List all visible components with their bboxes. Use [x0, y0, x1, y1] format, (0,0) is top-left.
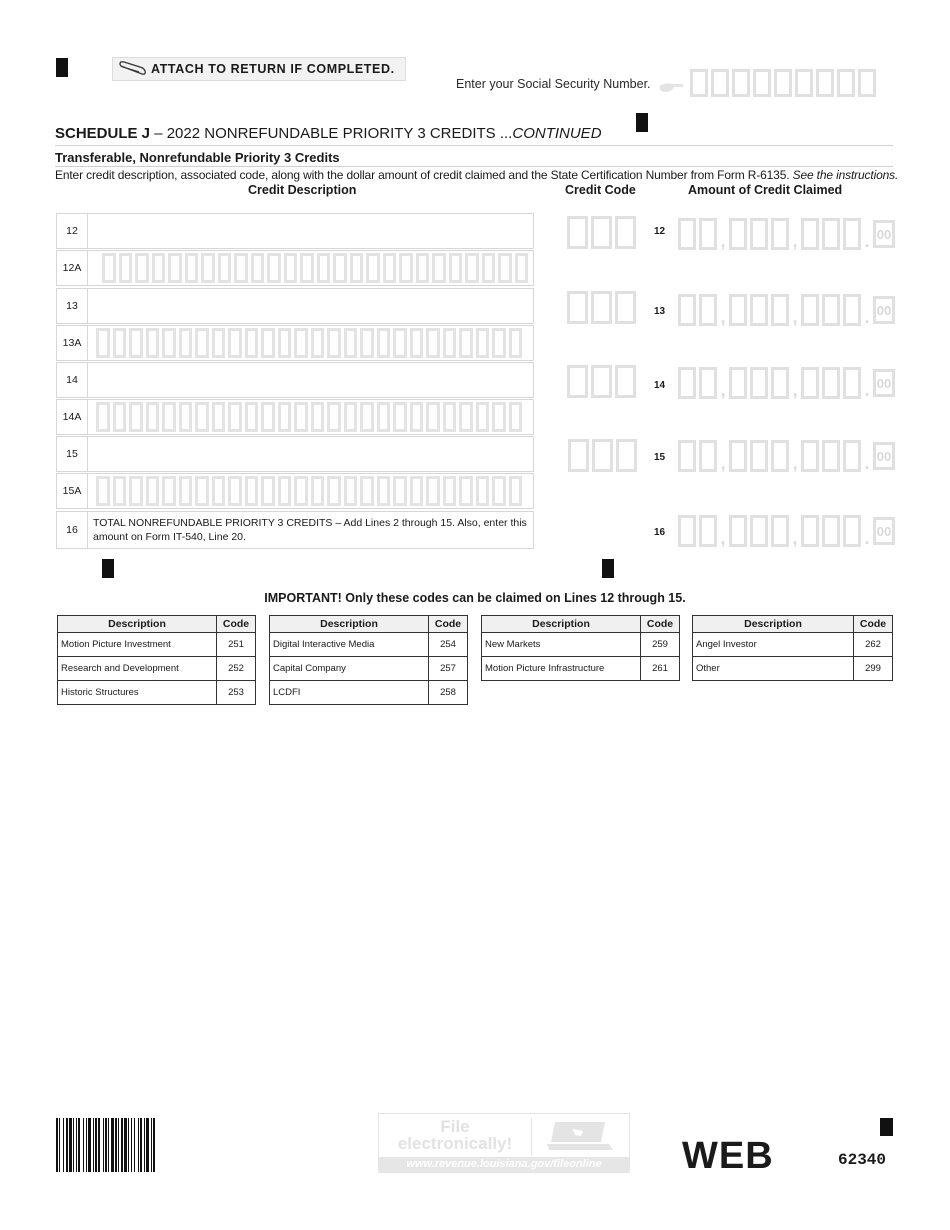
credit-code-input-13[interactable] [567, 291, 639, 324]
certification-number-input-14a[interactable] [96, 402, 525, 432]
divider [55, 145, 893, 146]
cents-zero: 00 [873, 220, 895, 248]
cents-zero: 00 [873, 442, 895, 470]
certification-number-input-13a[interactable] [96, 328, 525, 358]
amount-input-12[interactable]: , , . 00 [678, 218, 895, 250]
form-number: 62340 [838, 1151, 887, 1169]
code-value: 257 [429, 657, 468, 681]
barcode [56, 1118, 228, 1172]
code-description: Other [693, 657, 854, 681]
credit-code-input-15[interactable] [568, 439, 640, 472]
amount-input-16[interactable]: , , . 00 [678, 515, 895, 547]
important-note: IMPORTANT! Only these codes can be claimed on Lines 12 through 15. [264, 591, 686, 605]
column-header-description: Credit Description [248, 183, 357, 197]
code-value: 262 [854, 633, 893, 657]
code-description: Digital Interactive Media [270, 633, 429, 657]
section-subtitle: Transferable, Nonrefundable Priority 3 Credits [55, 150, 340, 165]
table-header-description: Description [270, 616, 429, 633]
amount-input-14[interactable]: , , . 00 [678, 367, 895, 399]
registration-mark [880, 1118, 893, 1136]
table-header-description: Description [482, 616, 641, 633]
line-number: 16 [57, 512, 88, 548]
registration-mark [602, 559, 614, 578]
cents-zero: 00 [873, 296, 895, 324]
web-label: WEB [682, 1135, 774, 1177]
code-value: 261 [641, 657, 680, 681]
table-row [482, 657, 680, 681]
code-value: 258 [429, 681, 468, 705]
paperclip-icon [115, 58, 151, 80]
code-value: 251 [217, 633, 256, 657]
code-description: Research and Development [58, 657, 217, 681]
amount-line-label: 14 [654, 380, 666, 391]
credit-description-field-13[interactable] [56, 288, 534, 324]
code-description: Motion Picture Infrastructure [482, 657, 641, 681]
line-number: 13 [57, 289, 88, 323]
table-header-code: Code [429, 616, 468, 633]
total-line-16 [56, 511, 534, 549]
table-row [693, 657, 893, 681]
schedule-title: SCHEDULE J – 2022 NONREFUNDABLE PRIORITY 3 CREDITS ...CONTINUED [55, 125, 602, 142]
line-number: 14A [57, 400, 88, 434]
line-number: 14 [57, 363, 88, 397]
code-table-4 [692, 615, 893, 681]
efile-text: File electronically! [397, 1117, 513, 1153]
line-number: 15A [57, 474, 88, 508]
table-row [482, 633, 680, 657]
registration-mark [102, 559, 114, 578]
table-row [270, 633, 468, 657]
total-line-text: TOTAL NONREFUNDABLE PRIORITY 3 CREDITS – Add Lines 2 through 15. Also, enter this amount on Form IT-540, Line 20. [93, 517, 527, 543]
code-description: LCDFI [270, 681, 429, 705]
credit-description-field-12[interactable] [56, 213, 534, 249]
credit-description-field-14[interactable] [56, 362, 534, 398]
credit-code-input-14[interactable] [567, 365, 639, 398]
code-description: Motion Picture Investment [58, 633, 217, 657]
table-row [58, 657, 256, 681]
table-row [270, 681, 468, 705]
certification-number-input-15a[interactable] [96, 476, 525, 506]
cents-zero: 00 [873, 369, 895, 397]
laptop-icon [545, 1120, 615, 1157]
amount-line-label: 16 [654, 527, 666, 538]
table-row [58, 681, 256, 705]
column-header-code: Credit Code [565, 183, 636, 197]
code-value: 254 [429, 633, 468, 657]
code-description: New Markets [482, 633, 641, 657]
cents-zero: 00 [873, 517, 895, 545]
table-row [58, 633, 256, 657]
certification-number-input-12a[interactable] [102, 253, 531, 283]
table-row [270, 657, 468, 681]
code-value: 253 [217, 681, 256, 705]
line-number: 13A [57, 326, 88, 360]
table-header-description: Description [58, 616, 217, 633]
credit-code-input-12[interactable] [567, 216, 639, 249]
code-description: Capital Company [270, 657, 429, 681]
file-electronically-banner [378, 1113, 630, 1173]
code-table-2 [269, 615, 468, 705]
credit-description-field-15[interactable] [56, 436, 534, 472]
divider [55, 166, 893, 167]
ssn-label: Enter your Social Security Number. [456, 77, 651, 91]
table-header-code: Code [217, 616, 256, 633]
line-number: 12A [57, 251, 88, 285]
amount-line-label: 15 [654, 452, 666, 463]
code-table-3 [481, 615, 680, 681]
table-header-description: Description [693, 616, 854, 633]
code-description: Angel Investor [693, 633, 854, 657]
amount-input-15[interactable]: , , . 00 [678, 440, 895, 472]
table-row [693, 633, 893, 657]
code-value: 259 [641, 633, 680, 657]
attach-text: ATTACH TO RETURN IF COMPLETED. [151, 62, 395, 76]
code-description: Historic Structures [58, 681, 217, 705]
line-number: 15 [57, 437, 88, 471]
table-header-code: Code [641, 616, 680, 633]
efile-url: www.revenue.louisiana.gov/fileonline [379, 1157, 629, 1172]
table-header-code: Code [854, 616, 893, 633]
pointing-hand-icon [658, 80, 684, 98]
line-number: 12 [57, 214, 88, 248]
column-header-amount: Amount of Credit Claimed [688, 183, 843, 197]
ssn-input[interactable] [690, 69, 879, 97]
code-value: 252 [217, 657, 256, 681]
registration-mark [56, 58, 68, 77]
amount-input-13[interactable]: , , . 00 [678, 294, 895, 326]
code-value: 299 [854, 657, 893, 681]
registration-mark [636, 113, 648, 132]
code-table-1 [57, 615, 256, 705]
attach-notice [112, 57, 406, 81]
amount-line-label: 12 [654, 226, 666, 237]
amount-line-label: 13 [654, 306, 666, 317]
instructions: Enter credit description, associated code, along with the dollar amount of credit claimed and the State Certification Number from Form R-6135. See the instructions. [55, 168, 899, 182]
